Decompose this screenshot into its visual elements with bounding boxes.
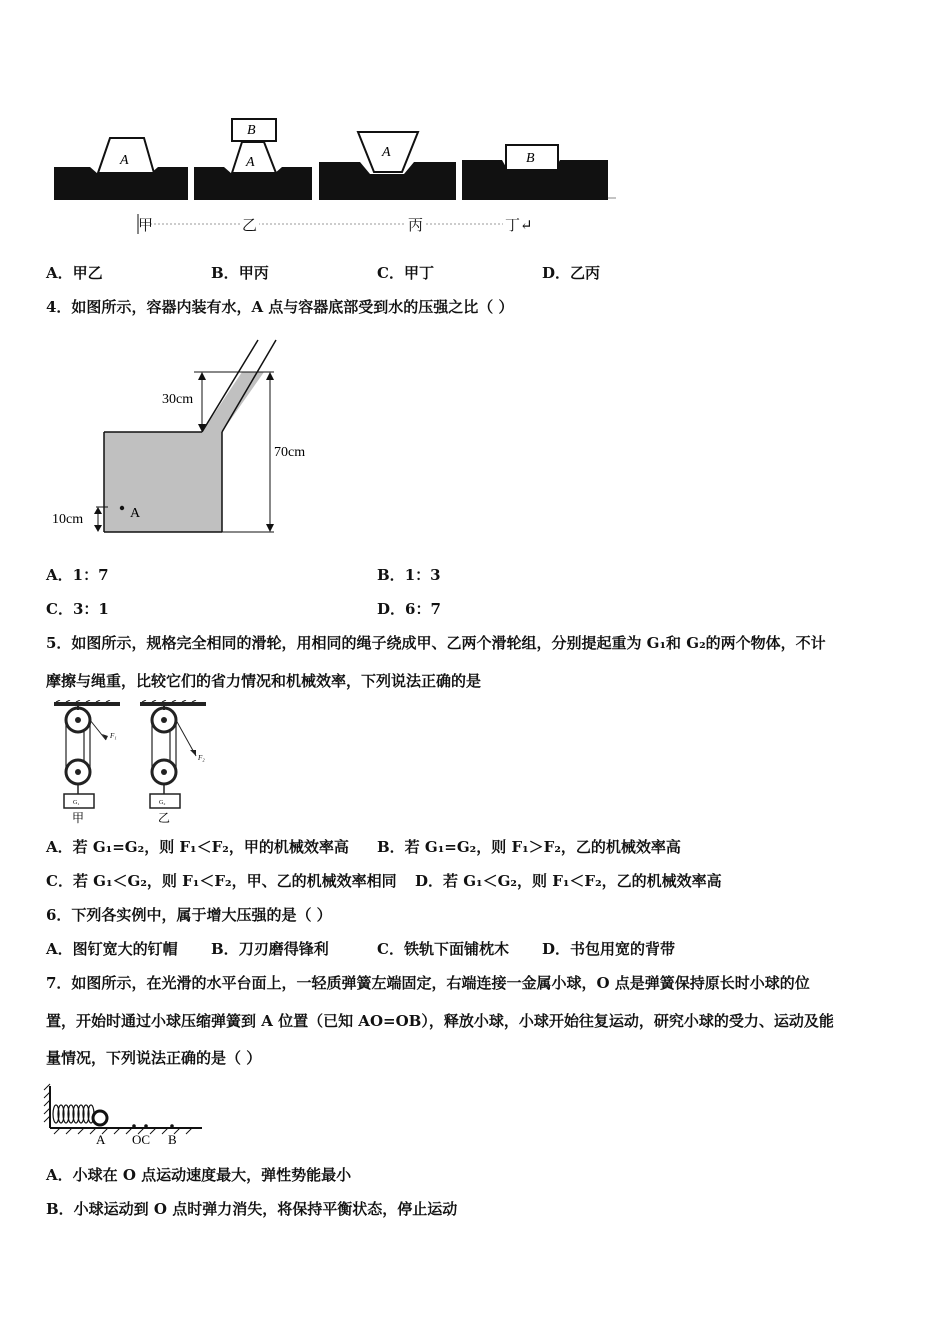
q7-option-a: A．小球在 O 点运动速度最大，弹性势能最小 bbox=[46, 1166, 352, 1184]
q7-stem-line3: 量情况，下列说法正确的是（ ） bbox=[46, 1049, 262, 1067]
q7-stem-line2: 置，开始时通过小球压缩弹簧到 A 位置（已知 AO=OB），释放小球，小球开始往复运动，研究小球的受力、运动及能 bbox=[46, 1012, 834, 1030]
q5-option-d: D．若 G₁＜G₂，则 F₁＜F₂，乙的机械效率高 bbox=[415, 872, 722, 890]
q7-ball bbox=[93, 1111, 107, 1125]
q4-option-d-letter: D． bbox=[377, 600, 406, 618]
q3-figure bbox=[40, 110, 630, 240]
q6-option-d bbox=[542, 938, 675, 959]
q6-option-a bbox=[46, 938, 178, 959]
q3-option-b-text: 甲丙 bbox=[238, 264, 269, 282]
q4-option-d bbox=[377, 598, 441, 619]
q4-option-b bbox=[377, 564, 441, 585]
q7-spring bbox=[53, 1105, 94, 1123]
q3-option-b-letter: B． bbox=[211, 264, 239, 282]
q3-option-a-letter: A． bbox=[46, 264, 73, 282]
q5-label-g2: G₂ bbox=[159, 800, 166, 806]
q3-label-a1: A bbox=[120, 153, 129, 168]
q6-stem: 6．下列各实例中，属于增大压强的是（ ） bbox=[46, 906, 332, 924]
q4-option-a bbox=[46, 564, 109, 585]
q3-option-c-letter: C． bbox=[377, 264, 404, 282]
q3-fig-jia bbox=[54, 138, 188, 200]
q6-option-d-letter: D． bbox=[542, 940, 571, 958]
q3-option-a bbox=[46, 262, 103, 283]
q6-option-b bbox=[211, 938, 329, 959]
q6-option-a-letter: A． bbox=[46, 940, 73, 958]
q6-option-b-text: 刀刃磨得锋利 bbox=[238, 940, 329, 958]
q3-option-c-text: 甲丁 bbox=[403, 264, 434, 282]
q3-option-b bbox=[211, 262, 269, 283]
q3-option-d-letter: D． bbox=[542, 264, 571, 282]
q6-option-d-text: 书包用宽的背带 bbox=[570, 940, 676, 958]
q6-option-b-letter: B． bbox=[211, 940, 239, 958]
q3-option-d bbox=[542, 262, 600, 283]
q5-figure bbox=[44, 700, 224, 825]
q5-label-g1: G₁ bbox=[73, 800, 80, 806]
q3-label-a2: A bbox=[246, 155, 255, 170]
q3-option-c bbox=[377, 262, 434, 283]
q4-option-d-text: 6：7 bbox=[405, 600, 441, 618]
q4-option-c-text: 3：1 bbox=[72, 600, 109, 618]
q3-caption-jia: 甲 bbox=[138, 216, 154, 234]
q5-caption-yi: 乙 bbox=[158, 811, 171, 825]
q3-option-a-text: 甲乙 bbox=[72, 264, 103, 282]
q4-dim-10: 10cm bbox=[52, 512, 84, 527]
q5-fig-yi bbox=[150, 706, 196, 808]
q3-fig-bing bbox=[319, 132, 456, 200]
q7-option-b: B．小球运动到 O 点时弹力消失，将保持平衡状态，停止运动 bbox=[46, 1200, 458, 1218]
q3-option-d-text: 乙丙 bbox=[570, 264, 601, 282]
q7-stem-line1: 7．如图所示，在光滑的水平台面上，一轻质弹簧左端固定，右端连接一金属小球，O 点是弹簧保持原长时小球的位 bbox=[46, 974, 810, 992]
q7-figure bbox=[42, 1080, 212, 1150]
q4-option-c-letter: C． bbox=[46, 600, 73, 618]
q6-option-c bbox=[377, 938, 509, 959]
q4-stem: 4．如图所示，容器内装有水，A 点与容器底部受到水的压强之比（ ） bbox=[46, 298, 514, 316]
q7-label-b: B bbox=[168, 1132, 177, 1147]
q3-fig-ding bbox=[462, 145, 608, 200]
q4-dim-30: 30cm bbox=[162, 392, 194, 407]
q4-option-a-text: 1：7 bbox=[72, 566, 109, 584]
q5-option-b: B．若 G₁=G₂，则 F₁＞F₂，乙的机械效率高 bbox=[377, 838, 681, 856]
q4-label-a: A bbox=[130, 506, 141, 521]
q4-option-b-text: 1：3 bbox=[404, 566, 441, 584]
q4-option-c bbox=[46, 598, 109, 619]
q6-option-c-text: 铁轨下面铺枕木 bbox=[403, 940, 509, 958]
q6-option-c-letter: C． bbox=[377, 940, 404, 958]
q3-label-b1: B bbox=[247, 123, 256, 138]
q3-caption-yi: 乙 bbox=[242, 216, 258, 234]
q4-figure bbox=[44, 334, 334, 544]
q3-label-b2: B bbox=[526, 151, 535, 166]
q5-caption-jia: 甲 bbox=[72, 811, 85, 825]
q5-stem-line1: 5．如图所示，规格完全相同的滑轮，用相同的绳子绕成甲、乙两个滑轮组，分别提起重为 G₁和 G₂的两个物体，不计 bbox=[46, 634, 826, 652]
q5-label-f1: F₁ bbox=[110, 732, 117, 740]
q5-option-a: A．若 G₁=G₂，则 F₁＜F₂，甲的机械效率高 bbox=[46, 838, 349, 856]
q7-label-oc: OC bbox=[132, 1132, 151, 1147]
q5-fig-jia bbox=[64, 706, 108, 808]
q5-label-f2: F₂ bbox=[198, 754, 205, 762]
q4-option-a-letter: A． bbox=[46, 566, 73, 584]
q5-stem-line2: 摩擦与绳重，比较它们的省力情况和机械效率，下列说法正确的是 bbox=[46, 672, 482, 690]
q7-label-a: A bbox=[96, 1132, 106, 1147]
q3-caption-ding: 丁↵ bbox=[505, 216, 533, 234]
q3-caption-bing: 丙 bbox=[408, 216, 424, 234]
q4-option-b-letter: B． bbox=[377, 566, 405, 584]
q6-option-a-text: 图钉宽大的钉帽 bbox=[72, 940, 178, 958]
q5-option-c: C．若 G₁＜G₂，则 F₁＜F₂，甲、乙的机械效率相同 bbox=[46, 872, 397, 890]
q3-label-a3: A bbox=[382, 145, 391, 160]
q4-dim-70: 70cm bbox=[274, 445, 306, 460]
q3-fig-yi bbox=[194, 119, 312, 200]
q4-point-a bbox=[120, 506, 124, 510]
